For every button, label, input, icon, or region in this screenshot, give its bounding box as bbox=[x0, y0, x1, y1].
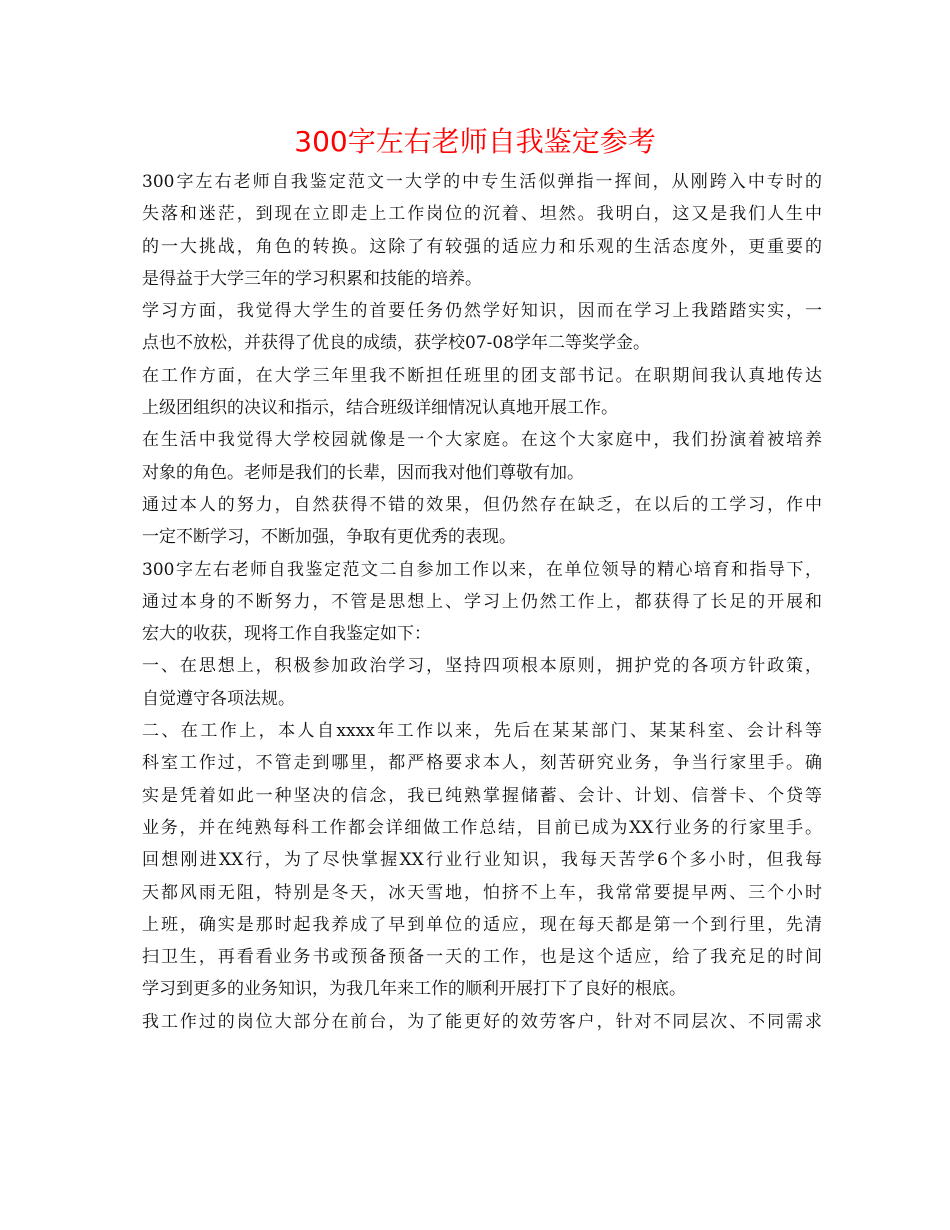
text-line: 在生活中我觉得大学校园就像是一个大家庭。在这个大家庭中，我们扮演着被培养 bbox=[142, 430, 822, 451]
text-line: 失落和迷茫，到现在立即走上工作岗位的沉着、坦然。我明白，这又是我们人生中 bbox=[142, 204, 822, 225]
text-line: 学习方面，我觉得大学生的首要任务仍然学好知识，因而在学习上我踏踏实实，一 bbox=[142, 301, 822, 322]
text-line: 业务，并在纯熟每科工作都会详细做工作总结，目前已成为XX行业务的行家里手。 bbox=[142, 817, 822, 838]
text-line: 学习到更多的业务知识，为我几年来工作的顺利开展打下了良好的根底。 bbox=[142, 979, 686, 1000]
text-line: 的一大挑战，角色的转换。这除了有较强的适应力和乐观的生活态度外，更重要的 bbox=[142, 236, 822, 257]
text-line: 一定不断学习，不断加强，争取有更优秀的表现。 bbox=[142, 527, 516, 548]
text-line: 二、在工作上，本人自xxxx年工作以来，先后在某某部门、某某科室、会计科等 bbox=[142, 721, 822, 742]
text-line: 科室工作过，不管走到哪里，都严格要求本人，刻苦研究业务，争当行家里手。确 bbox=[142, 753, 822, 774]
text-line: 一、在思想上，积极参加政治学习，坚持四项根本原则，拥护党的各项方针政策， bbox=[142, 656, 822, 677]
text-line: 宏大的收获，现将工作自我鉴定如下： bbox=[142, 624, 431, 645]
text-line: 上级团组织的决议和指示，结合班级详细情况认真地开展工作。 bbox=[142, 398, 618, 419]
text-line: 通过本身的不断努力，不管是思想上、学习上仍然工作上，都获得了长足的开展和 bbox=[142, 591, 822, 612]
text-line: 扫卫生，再看看业务书或预备预备一天的工作，也是这个适应，给了我充足的时间 bbox=[142, 947, 822, 968]
text-line: 300字左右老师自我鉴定范文二自参加工作以来，在单位领导的精心培育和指导下， bbox=[142, 559, 822, 580]
text-line: 上班，确实是那时起我养成了早到单位的适应，现在每天都是第一个到行里，先清 bbox=[142, 914, 822, 935]
text-line: 天都风雨无阻，特别是冬天，冰天雪地，怕挤不上车，我常常要提早两、三个小时 bbox=[142, 882, 822, 903]
text-line: 对象的角色。老师是我们的长辈，因而我对他们尊敬有加。 bbox=[142, 462, 584, 483]
text-line: 300字左右老师自我鉴定范文一大学的中专生活似弹指一挥间，从刚跨入中专时的 bbox=[142, 172, 822, 192]
text-line: 回想刚进XX行，为了尽快掌握XX行业行业知识，我每天苦学6个多小时，但我每 bbox=[142, 850, 822, 871]
text-line: 我工作过的岗位大部分在前台，为了能更好的效劳客户，针对不同层次、不同需求 bbox=[142, 1011, 822, 1032]
text-line: 实是凭着如此一种坚决的信念，我已纯熟掌握储蓄、会计、计划、信誉卡、个贷等 bbox=[142, 785, 822, 806]
text-line: 在工作方面，在大学三年里我不断担任班里的团支部书记。在职期间我认真地传达 bbox=[142, 365, 822, 386]
document-title: 300字左右老师自我鉴定参考 bbox=[294, 125, 656, 158]
text-line: 是得益于大学三年的学习积累和技能的培养。 bbox=[142, 268, 482, 289]
text-line: 通过本人的努力，自然获得不错的效果，但仍然存在缺乏，在以后的工学习，作中 bbox=[142, 494, 822, 515]
document-body bbox=[142, 166, 822, 1038]
text-line: 自觉遵守各项法规。 bbox=[142, 688, 295, 709]
text-line: 点也不放松，并获得了优良的成绩，获学校07-08学年二等奖学金。 bbox=[142, 333, 651, 354]
